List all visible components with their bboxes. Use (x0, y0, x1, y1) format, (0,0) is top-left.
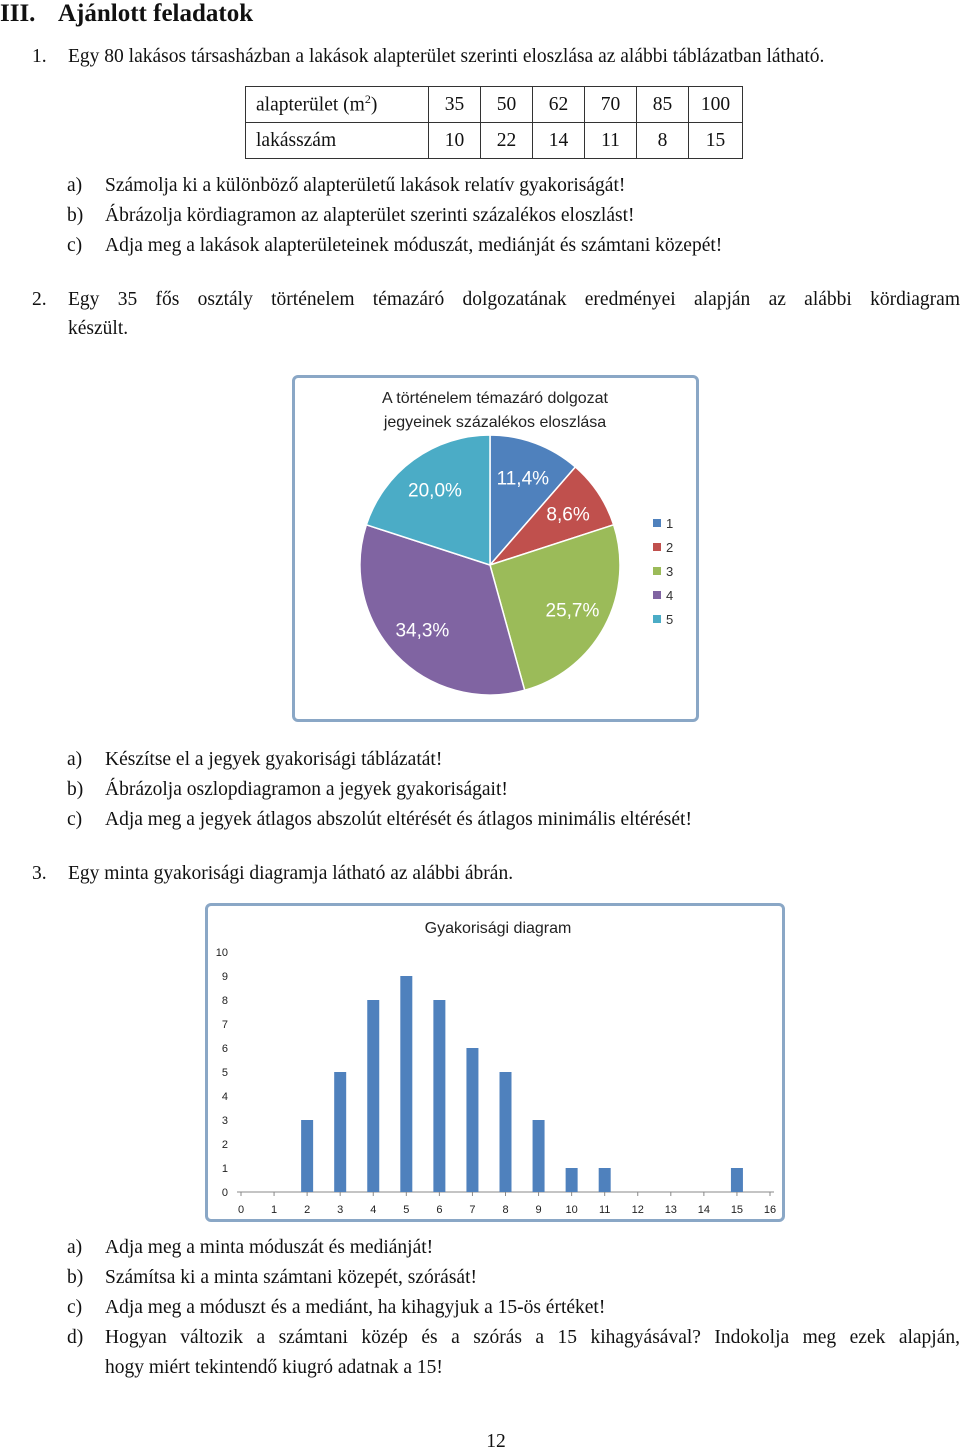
y-tick-label: 2 (221, 1139, 228, 1151)
table-cell: 62 (533, 87, 585, 123)
y-tick-label: 3 (221, 1115, 228, 1127)
x-tick-label: 16 (763, 1204, 777, 1216)
section-heading (0, 0, 253, 28)
x-tick-label: 12 (631, 1204, 644, 1216)
pie-data-label: 8,6% (546, 504, 590, 526)
table-cell: 50 (481, 87, 533, 123)
bars (301, 976, 743, 1192)
section-title: Ajánlott feladatok (58, 0, 254, 27)
table-cell: 8 (637, 123, 689, 159)
row-header-area: alapterület $(m^2)$ (246, 87, 429, 123)
table-cell: 100 (689, 87, 743, 123)
y-tick-label: 8 (221, 995, 228, 1007)
bar (400, 976, 412, 1192)
y-tick-label: 1 (221, 1163, 228, 1175)
pie-chart-canvas (295, 378, 696, 719)
legend-swatch (653, 615, 661, 623)
table-cell: 85 (637, 87, 689, 123)
pie-data-label: 11,4% (496, 468, 550, 490)
legend-swatch (653, 567, 661, 575)
bar-chart-canvas (208, 906, 782, 1219)
x-tick-label: 0 (237, 1204, 245, 1216)
task-1-item-a: a) Számolja ki a különböző alapterületű lakások relatív gyakoriságát! (67, 175, 626, 196)
bar (533, 1120, 545, 1192)
table-cell: 70 (585, 87, 637, 123)
x-tick-label: 2 (304, 1204, 311, 1216)
y-tick-label: 0 (221, 1187, 228, 1199)
x-tick-label: 5 (403, 1204, 410, 1216)
y-tick-label: 4 (221, 1091, 228, 1103)
x-tick-label: 8 (502, 1204, 509, 1216)
x-tick-labels (238, 1204, 776, 1216)
x-tick-label: 1 (271, 1204, 278, 1216)
pie-data-label: 34,3% (395, 620, 450, 642)
legend-swatch (653, 591, 661, 599)
bar (731, 1168, 743, 1192)
bar-chart (205, 903, 785, 1222)
x-tick-label: 6 (436, 1204, 443, 1216)
legend-label: 3 (666, 564, 674, 579)
task-text: Egy 80 lakásos társasházban a lakások alapterület szerinti eloszlása az alábbi táblázatban látható. (68, 46, 825, 67)
y-tick-label: 10 (215, 947, 228, 959)
task-3-item-c: c) Adja meg a móduszt és a mediánt, ha kihagyjuk a 15-ös értéket! (67, 1297, 606, 1318)
bar (367, 1000, 379, 1192)
task-2-text-line1: Egy 35 fős osztály történelem témazáró dolgozatának eredményei alapján az alábbi kördiagram (68, 289, 960, 310)
x-tick-label: 4 (370, 1204, 377, 1216)
task-3-intro (0, 863, 960, 889)
table-row (246, 87, 743, 123)
y-tick-label: 7 (221, 1019, 228, 1031)
task-number: 3. (32, 863, 47, 884)
table-cell: 22 (481, 123, 533, 159)
task-2-item-a: a) Készítse el a jegyek gyakorisági táblázatát! (67, 749, 443, 770)
table-row (246, 123, 743, 159)
x-tick-label: 10 (565, 1204, 578, 1216)
task-3-item-d: d) Hogyan változik a számtani közép és a szórás a 15 kihagyásával? Indokolja meg ezek alapján, (67, 1327, 960, 1348)
task-1-item-c: c) Adja meg a lakások alapterületeinek móduszát, mediánját és számtani közepét! (67, 235, 723, 256)
task-1-item-b: b) Ábrázolja kördiagramon az alapterület szerinti százalékos eloszlást! (67, 205, 635, 226)
chart-title-line2: jegyeinek százalékos eloszlása (383, 414, 607, 431)
legend-swatch (653, 519, 661, 527)
table-cell: 10 (429, 123, 481, 159)
legend-label: 2 (666, 540, 674, 555)
chart-title-line1: A történelem témazáró dolgozat (382, 390, 608, 407)
legend-label: 5 (666, 612, 674, 627)
task-number: 2. (32, 289, 47, 310)
table-cell: 14 (533, 123, 585, 159)
task-number: 1. (32, 46, 47, 67)
legend (653, 516, 673, 627)
section-number: III. (0, 0, 36, 27)
row-header-count: lakásszám (246, 123, 429, 159)
y-tick-label: 9 (221, 971, 228, 983)
task-1-intro (0, 46, 960, 72)
axes (237, 1192, 774, 1196)
task-3-item-b: b) Számítsa ki a minta számtani közepét, szórását! (67, 1267, 477, 1288)
bar (334, 1072, 346, 1192)
y-tick-label: 6 (221, 1043, 228, 1055)
area-distribution-table (245, 86, 743, 159)
x-tick-label: 15 (730, 1204, 744, 1216)
x-tick-label: 7 (469, 1204, 476, 1216)
legend-label: 1 (666, 516, 674, 531)
x-tick-label: 9 (535, 1204, 542, 1216)
y-tick-label: 5 (221, 1067, 228, 1079)
x-tick-label: 14 (697, 1204, 710, 1216)
bar (500, 1072, 512, 1192)
page-number: 12 (486, 1431, 506, 1452)
x-tick-label: 13 (664, 1204, 677, 1216)
pie-data-label: 20,0% (408, 480, 462, 502)
bar (301, 1120, 313, 1192)
task-text: Egy minta gyakorisági diagramja látható az alábbi ábrán. (68, 863, 514, 884)
task-2-item-c: c) Adja meg a jegyek átlagos abszolút eltérését és átlagos minimális eltérését! (67, 809, 692, 830)
pie-slices (360, 435, 620, 695)
bar (599, 1168, 611, 1192)
x-tick-label: 11 (598, 1204, 611, 1216)
bar (433, 1000, 445, 1192)
chart-title: Gyakorisági diagram (424, 920, 572, 937)
task-2-item-b: b) Ábrázolja oszlopdiagramon a jegyek gyakoriságait! (67, 779, 508, 800)
task-3-item-a: a) Adja meg a minta móduszát és mediánját! (67, 1237, 434, 1258)
legend-label: 4 (666, 588, 674, 603)
bar (466, 1048, 478, 1192)
y-tick-labels (216, 947, 228, 1199)
pie-data-label: 25,7% (545, 600, 600, 622)
task-2-text-line2: készült. (68, 318, 129, 339)
bar (566, 1168, 578, 1192)
table-cell: 15 (689, 123, 743, 159)
x-tick-label: 3 (337, 1204, 344, 1216)
table-cell: 35 (429, 87, 481, 123)
pie-chart (292, 375, 699, 722)
task-3-item-d-line2: hogy miért tekintendő kiugró adatnak a 15! (105, 1357, 443, 1378)
table-cell: 11 (585, 123, 637, 159)
legend-swatch (653, 543, 661, 551)
